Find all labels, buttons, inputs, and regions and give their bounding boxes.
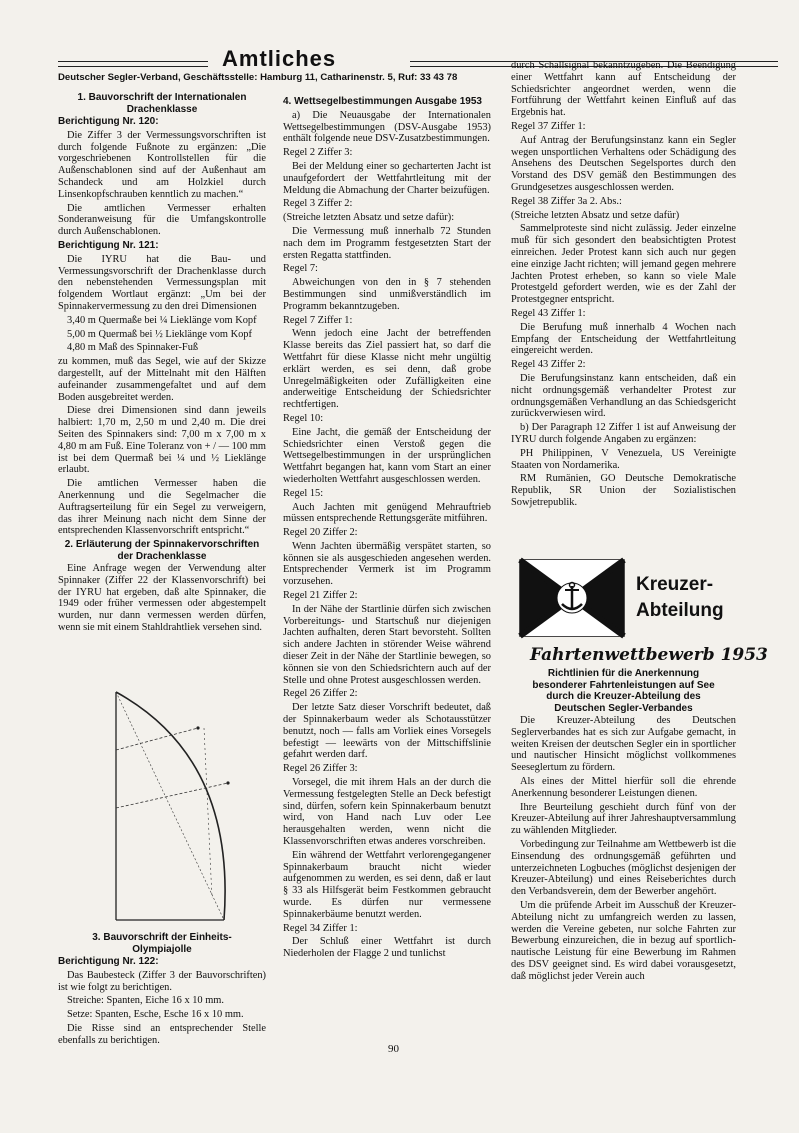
rule-heading: Regel 21 Ziffer 2:: [283, 590, 358, 602]
section-2-title: 2. Erläuterung der Spinnakervorschriften der Drachenklasse: [64, 539, 260, 562]
berichtigung-122-heading: Berichtigung Nr. 122:: [58, 956, 159, 967]
paragraph: Der letzte Satz dieser Vorschrift bedeutet, daß der Spinnakerbaum weder als Schotausstützer benutzt, noch — falls am Vorliek eines Vorsegels befestigt — leewärts von der Mittschiffslinie gefahrt werden darf.: [283, 702, 491, 761]
rule-note: (Streiche letzten Absatz und setze dafür): [511, 209, 680, 221]
paragraph: durch Schallsignal bekanntzugeben. Die Beendigung einer Wettfahrt kann auf Entscheidung der Schiedsrichter angeordnet werden, wenn die Fortführung der Wettfahrt keinen Einfluß auf das Ergebnis hat.: [511, 60, 736, 119]
paragraph: Auch Jachten mit genügend Mehrauftrieb müssen entsprechende Rettungsgeräte mitführen.: [283, 501, 491, 525]
rule-heading: Regel 26 Ziffer 2:: [283, 688, 358, 700]
paragraph: Die Ziffer 3 der Vermessungsvorschriften ist durch folgende Fußnote zu ergänzen: „Die vorgeschriebenen Kontrollstellen für die Außenschablonen sind auf der Außenhaut am Schandeck und am Holzkiel durch Linsenkopfschrauben kenntlich zu machen.“: [58, 129, 266, 200]
column-3-lower: [511, 668, 736, 985]
paragraph: Setze: Spanten, Esche, Esche 16 x 10 mm.: [67, 1009, 244, 1021]
paragraph: Die Risse sind an entsprechender Stelle ebenfalls zu berichtigen.: [58, 1022, 266, 1046]
page-number: 90: [388, 1043, 399, 1055]
rule-heading: Regel 10:: [283, 412, 324, 424]
section-1-title: 1. Bauvorschrift der Internationalen Drachenklasse: [77, 92, 247, 115]
spinnaker-measurement-diagram: [86, 688, 246, 928]
section-3-title: 3. Bauvorschrift der Einheits- Olympiajolle: [92, 932, 232, 955]
header-rule-left: [58, 61, 208, 67]
column-3: [511, 60, 736, 511]
paragraph: Diese drei Dimensionen sind dann jeweils halbiert: 1,70 m, 2,50 m und 2,40 m. Die drei Seiten des Spinnakers sind: 7,00 m x 7,00 m x 4,80 m am Fuß. Eine Toleranz von + / — 100 mm ist bei dem Quermaß bei ¼ und ½ Lieklänge erlaubt.: [58, 405, 266, 476]
paragraph: Abweichungen von den in § 7 stehenden Bestimmungen sind unmißverständlich im Programm bekanntzugeben.: [283, 277, 491, 312]
paragraph: PH Philippinen, V Venezuela, US Vereinigte Staaten von Nordamerika.: [511, 447, 736, 471]
paragraph: Die amtlichen Vermesser erhalten Sonderanweisung für die Umfangskontrolle durch Außenschablonen.: [58, 202, 266, 238]
paragraph: zu kommen, muß das Segel, wie auf der Skizze dargestellt, auf der Mittelnaht mit den Hälften aufeinander zusammengefaltet und auf dem Boden ausgebreitet werden.: [58, 356, 266, 403]
paragraph: Eine Anfrage wegen der Verwendung alter Spinnaker (Ziffer 22 der Klassenvorschrift) bei der IYRU hat ergeben, daß alte Spinnaker, die 1949 oder früher vermessen oder abgestempelt wurden, nur dann vermessen werden dürfen, wenn sie mit einem Stahldrahtliek versehen sind.: [58, 563, 266, 634]
section-4-title: 4. Wettsegelbestimmungen Ausgabe 1953: [283, 96, 482, 107]
berichtigung-121-heading: Berichtigung Nr. 121:: [58, 239, 159, 251]
kreuzer-abteilung-banner: [518, 556, 738, 642]
paragraph: b) Der Paragraph 12 Ziffer 1 ist auf Anweisung der IYRU durch folgende Angaben zu ergänzen:: [511, 422, 736, 445]
paragraph: Streiche: Spanten, Eiche 16 x 10 mm.: [67, 995, 224, 1007]
paragraph: Auf Antrag der Berufungsinstanz kann ein Segler wegen unsportlichen Verhaltens oder Schädigung des Ansehens des Deutschen Segelsportes durch den Vorstand des DSV gemäß den Bestimmungen des Grundgesetzes ausgeschlossen werden.: [511, 134, 736, 193]
rule-heading: Regel 7 Ziffer 1:: [283, 314, 353, 326]
paragraph: Die IYRU hat die Bau- und Vermessungsvorschrift der Drachenklasse durch den nebenstehenden Vermessungsplan mit folgendem Wortlaut ergänzt: „Um bei der Spinnakervermessung zu den drei Dimensionen: [58, 253, 266, 312]
rule-heading: Regel 34 Ziffer 1:: [283, 922, 358, 934]
paragraph: Wenn Jachten übermäßig verspätet starten, so können sie als ausgeschieden angesehen werden. Entsprechender Vermerk ist im Programm vorzusehen.: [283, 540, 491, 588]
paragraph: Ein während der Wettfahrt verlorengegangener Spinnakerbaum braucht nicht wieder aufgenommen zu werden, es sei denn, daß er laut § 33 als Hilfsgerät beim Festkommen gebraucht wurde. Es dürfen nur vermessene Spinnakerbäume benutzt werden.: [283, 849, 491, 920]
kreuzer-label-line2: Abteilung: [636, 600, 724, 621]
rule-heading: Regel 20 Ziffer 2:: [283, 527, 358, 539]
dimension-line: 3,40 m Quermaße bei ¼ Lieklänge vom Kopf: [67, 314, 257, 326]
paragraph: Um die prüfende Arbeit im Ausschuß der Kreuzer-Abteilung nicht zu umfangreich werden zu lassen, werden die Vereine gebeten, nur solche Fahrten zur Bewerbung einzureichen, die in bezug auf sportlich-nautische Leistung für eine Bewerbung im Rahmen des DSV geeignet sind. Es wird dabei vorausgesetzt, daß möglichst jeder Verein auch: [511, 899, 736, 982]
page-title: Amtliches: [222, 46, 337, 71]
dimension-line: 4,80 m Maß des Spinnaker-Fuß: [67, 342, 199, 354]
rule-heading: Regel 2 Ziffer 3:: [283, 147, 353, 159]
paragraph: Als eines der Mittel hierfür soll die ehrende Anerkennung besonderer Leistungen dienen.: [511, 775, 736, 799]
paragraph: a) Die Neuausgabe der Internationalen Wettsegelbestimmungen (DSV-Ausgabe 1953) enthält folgende neue DSV-Zusatzbestimmungen.: [283, 109, 491, 145]
rule-heading: Regel 15:: [283, 487, 324, 499]
paragraph: Sammelproteste sind nicht zulässig. Jeder einzelne muß für sich gesondert den beabsichtigten Protest einreichen. Jeder Protest kann sich auch nur gegen eine einzige Jacht richten; will jemand gegen mehrere Jachten Protest erheben, so kann so viele Male Protestgeld gefordert werden, wie es der Zahl der Protestgegner entspricht.: [511, 223, 736, 306]
rule-heading: Regel 37 Ziffer 1:: [511, 120, 586, 132]
paragraph: Die Vermessung muß innerhalb 72 Stunden nach dem im Programm festgesetzten Start der ersten Regatta stattfinden.: [283, 225, 491, 261]
paragraph: Die Berufungsinstanz kann entscheiden, daß ein nicht ordnungsgemäß verhandelter Protest zur ordnungsgemäßen Verhandlung an das Schiedsgericht zurückverwiesen wird.: [511, 372, 736, 420]
column-2: [283, 96, 491, 962]
paragraph: Der Schluß einer Wettfahrt ist durch Niederholen der Flagge 2 und tunlichst: [283, 936, 491, 960]
paragraph: Vorsegel, die mit ihrem Hals an der durch die Vermessung festgelegten Stelle an Deck befestigt sind, dürfen, sofern kein Spinnakerbaum benutzt wird, von Hand nach Luv oder Lee herausgehalten werden, wenn nicht die Klassenvorschriften etwas anderes vorschreiben.: [283, 777, 491, 848]
rule-heading: Regel 43 Ziffer 1:: [511, 307, 586, 319]
paragraph: Das Baubesteck (Ziffer 3 der Bauvorschriften) ist wie folgt zu berichtigen.: [58, 969, 266, 993]
paragraph: Die Kreuzer-Abteilung des Deutschen Seglerverbandes hat es sich zur Aufgabe gemacht, in weiten Kreisen der deutschen Segler ein in sportlicher und nautischer Hinsicht möglichst vollkommenes Seeseglertum zu fördern.: [511, 715, 736, 774]
paragraph: In der Nähe der Startlinie dürfen sich zwischen Vorbereitungs- und Startschuß nur diejenigen Jachten aufhalten, deren Start bevorsteht. Sollten sich andere Jachten in störender Weise während dieser Zeit in der Nähe der Startlinie bewegen, so können sie von den Schiedsrichtern auch auf der Stelle und ohne Protest ausgeschlossen werden.: [283, 603, 491, 686]
column-1-lower: [58, 932, 266, 1049]
rule-heading: Regel 26 Ziffer 3:: [283, 763, 358, 775]
column-1: [58, 92, 266, 636]
paragraph: Die Berufung muß innerhalb 4 Wochen nach Empfang der Entscheidung der Wettfahrtleitung eingereicht werden.: [511, 321, 736, 357]
rule-heading: Regel 3 Ziffer 2:: [283, 198, 353, 210]
paragraph: Ihre Beurteilung geschieht durch fünf von der Kreuzer-Abteilung auf ihrer Jahreshauptversammlung zu wählenden Mitglieder.: [511, 801, 736, 837]
paragraph: Bei der Meldung einer so gecharterten Jacht ist unaufgefordert der Wettfahrtleitung mit der Meldung die Abmachung der Charter beizufügen.: [283, 160, 491, 196]
rule-heading: Regel 43 Ziffer 2:: [511, 359, 586, 371]
paragraph: RM Rumänien, GO Deutsche Demokratische Republik, SR Union der Sozialistischen Sowjetrepublik.: [511, 473, 736, 508]
paragraph: Eine Jacht, die gemäß der Entscheidung der Schiedsrichter einen Verstoß gegen die Wettsegelbestimmungen in der ursprünglichen Wettfahrt begangen hat, kann vom Start an einer wiederholten Wettfahrt ausgeschlossen werden.: [283, 426, 491, 485]
paragraph: Die amtlichen Vermesser haben die Anerkennung und die Segelmacher die Auftragserteilung für ein Segel zu verweigern, das ihrer Meinung nach nicht dem Sinne der entsprechenden Klassenvorschrift entspricht.“: [58, 478, 266, 537]
dimension-line: 5,00 m Quermaß bei ½ Lieklänge vom Kopf: [67, 328, 252, 340]
rule-note: (Streiche letzten Absatz und setze dafür):: [283, 212, 455, 224]
richtlinien-title: Richtlinien für die Anerkennung besonderer Fahrtenleistungen auf See durch die Kreuzer-Abteilung des Deutschen Segler-Verbandes: [532, 668, 715, 714]
fahrtenwettbewerb-title: Fahrtenwettbewerb 1953: [530, 645, 768, 665]
header-address: Deutscher Segler-Verband, Geschäftsstelle: Hamburg 11, Catharinenstr. 5, Ruf: 33 43 78: [58, 72, 458, 83]
kreuzer-label-line1: Kreuzer-: [636, 574, 714, 595]
rule-heading: Regel 7:: [283, 263, 318, 275]
rule-heading: Regel 38 Ziffer 3a 2. Abs.:: [511, 195, 622, 207]
anchor-flag-icon: [520, 560, 624, 636]
paragraph: Vorbedingung zur Teilnahme am Wettbewerb ist die Einsendung des ordnungsgemäß geführten und unterzeichneten Logbuches (möglichst desjenigen der Kreuzer-Abteilung) und eines Reiseberichtes durch den Verbandsverein, dem der Bewerber angehört.: [511, 838, 737, 898]
berichtigung-120-heading: Berichtigung Nr. 120:: [58, 116, 159, 127]
paragraph: Wenn jedoch eine Jacht der betreffenden Klasse bereits das Ziel passiert hat, so darf die Wettfahrt für diese Klasse nicht mehr ungültig erklärt werden, es sei denn, daß grobe Unregelmäßigkeiten oder Zufälligkeiten eine anderweitige Entscheidung der Schiedsrichter rechtfertigen.: [283, 328, 491, 411]
